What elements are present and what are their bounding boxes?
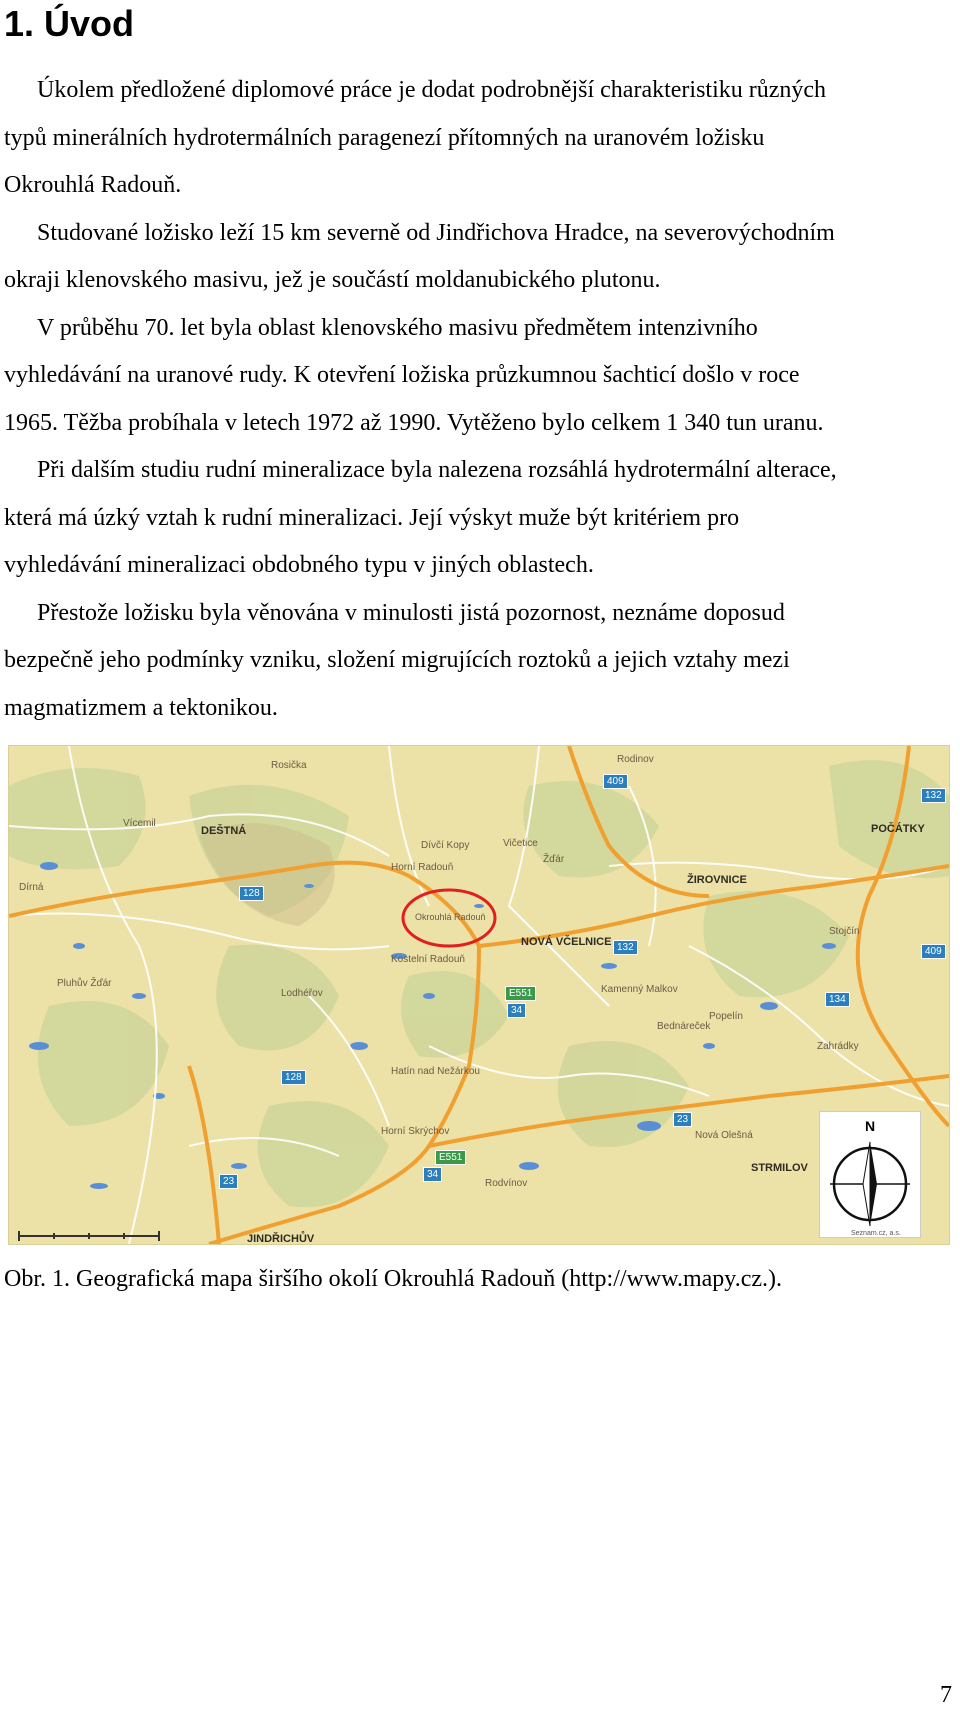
road-badge-23-southeast: 23	[673, 1112, 692, 1127]
place-bednarec: Bednáreček	[657, 1021, 711, 1032]
place-pluhuv-zdar: Pluhův Žďár	[57, 978, 112, 989]
paragraph-3-line-1: V průběhu 70. let byla oblast klenovského masivu předmětem intenzivního	[37, 314, 758, 341]
paragraph-1-line-2: typů minerálních hydrotermálních paragenezí přítomných na uranovém ložisku	[4, 124, 765, 151]
map-credit: Seznam.cz, a.s.	[851, 1230, 901, 1237]
place-rosicka: Rosička	[271, 760, 307, 771]
road-badge-23-southwest: 23	[219, 1174, 238, 1189]
road-badge-409-north: 409	[603, 774, 628, 789]
figure-caption: Obr. 1. Geografická mapa širšího okolí Okrouhlá Radouň (http://www.mapy.cz.).	[4, 1266, 783, 1292]
road-badge-132-northeast: 132	[921, 788, 946, 803]
compass-rose	[819, 1111, 921, 1238]
place-okrouhla-radoun: Okrouhlá Radouň	[415, 912, 486, 922]
compass-icon	[820, 1134, 920, 1234]
road-badge-134-east: 134	[825, 992, 850, 1007]
place-horni-radoun: Horní Radouň	[391, 862, 454, 873]
place-nova-olesna: Nová Olešná	[695, 1130, 753, 1141]
place-divci-kopy: Dívčí Kopy	[421, 840, 470, 851]
place-stoycin: Stojčín	[829, 926, 860, 937]
place-zahradky: Zahrádky	[817, 1041, 859, 1052]
place-kamenny-malkov: Kamenný Malkov	[601, 984, 678, 995]
paragraph-3-line-3: 1965. Těžba probíhala v letech 1972 až 1990. Vytěženo bylo celkem 1 340 tun uranu.	[4, 409, 824, 436]
paragraph-1-line-3: Okrouhlá Radouň.	[4, 172, 182, 198]
place-hatin: Hatín nad Nežárkou	[391, 1066, 480, 1077]
compass-north-label: N	[864, 1118, 876, 1134]
paragraph-4-line-2: která má úzký vztah k rudní mineralizaci. Její výskyt muže být kritériem pro	[4, 504, 740, 531]
place-jindrichuv: JINDŘICHŮV	[247, 1233, 315, 1245]
place-rodvinov: Rodvínov	[485, 1178, 528, 1189]
place-dirna: Dírná	[19, 882, 44, 893]
place-zirovnice: ŽIROVNICE	[687, 874, 747, 886]
section-heading: 1. Úvod	[4, 3, 135, 44]
place-popelin: Popelín	[709, 1011, 743, 1022]
place-pocatky: POČÁTKY	[871, 823, 925, 835]
road-badge-128-southwest: 128	[281, 1070, 306, 1085]
road-badge-e551-center: E551	[505, 986, 536, 1001]
place-destna: DEŠTNÁ	[201, 825, 247, 837]
paragraph-4-line-3: vyhledávání mineralizaci obdobného typu v jiných oblastech.	[4, 552, 594, 578]
place-zdar: Žďár	[543, 854, 565, 865]
road-badge-128-west: 128	[239, 886, 264, 901]
road-badge-34-center: 34	[507, 1003, 526, 1018]
paragraph-3-line-2: vyhledávání na uranové rudy. K otevření ložiska průzkumnou šachticí došlo v roce	[4, 362, 800, 388]
geographic-map-figure	[8, 745, 950, 1245]
place-kostelni-radoun: Kostelní Radouň	[391, 954, 465, 965]
page-number: 7	[940, 1682, 952, 1708]
place-strmilov: STRMILOV	[751, 1162, 808, 1174]
place-vicemil: Vícemil	[123, 818, 156, 829]
road-badge-e551-south: E551	[435, 1150, 466, 1165]
paragraph-5-line-2: bezpečně jeho podmínky vzniku, složení migrujících roztoků a jejich vztahy mezi	[4, 647, 790, 673]
place-rodinov: Rodinov	[617, 754, 654, 765]
paragraph-5-line-1: Přestože ložisku byla věnována v minulosti jistá pozornost, neznáme doposud	[37, 599, 785, 626]
paragraph-1-line-1: Úkolem předložené diplomové práce je dodat podrobnější charakteristiku různých	[37, 77, 827, 103]
road-badge-34-south: 34	[423, 1167, 442, 1182]
place-nova-vcelnice: NOVÁ VČELNICE	[521, 936, 612, 948]
place-vicetice: Vičetice	[503, 838, 538, 849]
paragraph-5-line-3: magmatizmem a tektonikou.	[4, 694, 278, 721]
place-lodherov: Lodhéřov	[281, 988, 323, 999]
road-badge-132-center: 132	[613, 940, 638, 955]
paragraph-2-line-2: okraji klenovského masivu, jež je součástí moldanubického plutonu.	[4, 267, 661, 293]
paragraph-4-line-1: Při dalším studiu rudní mineralizace byla nalezena rozsáhlá hydrotermální alterace,	[37, 457, 837, 483]
place-horni-skrychov: Horní Skrýchov	[381, 1126, 450, 1137]
body-text	[4, 67, 960, 732]
road-badge-409-east: 409	[921, 944, 946, 959]
paragraph-2-line-1: Studované ložisko leží 15 km severně od Jindřichova Hradce, na severovýchodním	[37, 219, 835, 246]
